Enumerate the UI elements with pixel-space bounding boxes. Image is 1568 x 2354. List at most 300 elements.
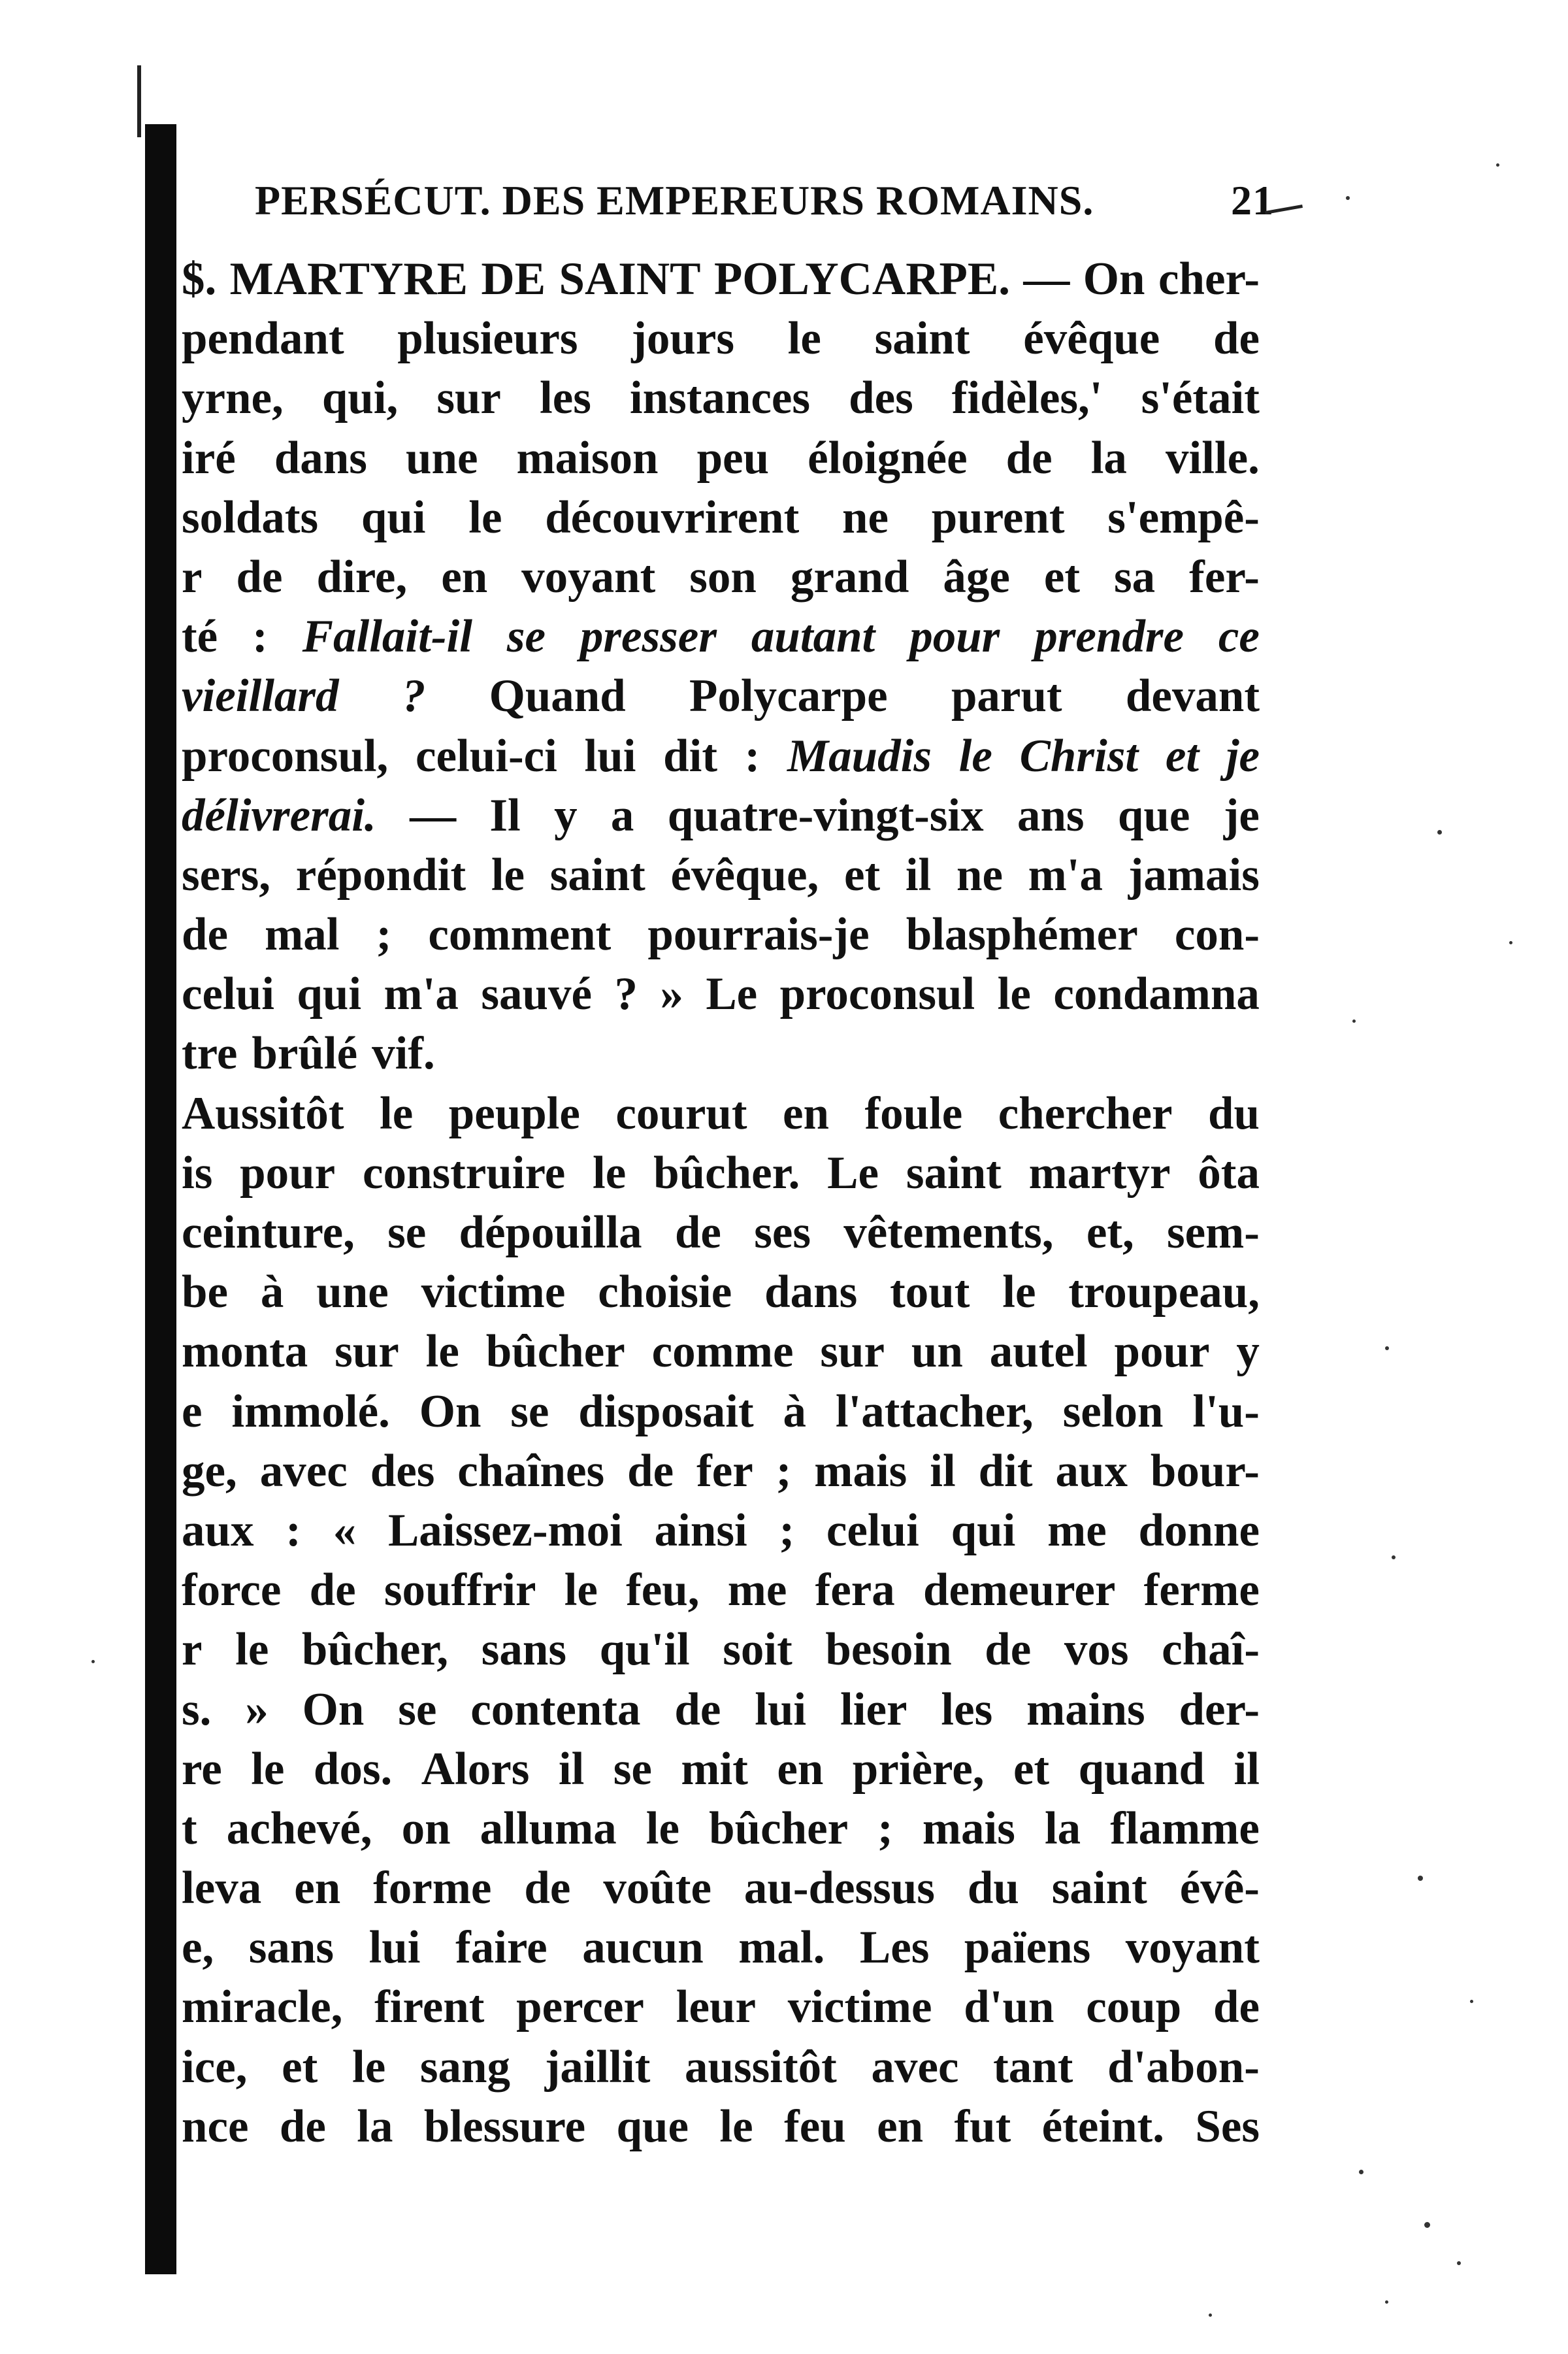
word: tout <box>890 1267 970 1318</box>
word: Christ <box>1019 730 1139 782</box>
ink-speck <box>1209 2313 1212 2317</box>
word: dit <box>663 730 717 782</box>
text-line-content <box>182 488 1260 548</box>
word: dit <box>978 1445 1033 1497</box>
text-line-content <box>182 667 1260 726</box>
word: re <box>182 1743 222 1795</box>
word: peu <box>696 432 770 484</box>
word: courut <box>615 1087 747 1139</box>
word: le <box>787 313 821 365</box>
word: e <box>182 1385 203 1437</box>
text-line <box>182 1203 1260 1263</box>
word: saint <box>874 313 970 365</box>
word: Fallait-il <box>302 611 472 663</box>
text-line <box>182 1799 1260 1859</box>
word: que <box>616 2100 689 2152</box>
word: percer <box>516 1981 644 2033</box>
word: r <box>182 1624 203 1676</box>
word: peuple <box>448 1087 580 1139</box>
word: son <box>689 551 757 603</box>
word: voûte <box>603 1863 711 1914</box>
ink-speck <box>1424 2222 1430 2228</box>
word: On <box>419 1385 482 1437</box>
text-line <box>182 1918 1260 1978</box>
word: alluma <box>480 1802 617 1854</box>
word: — <box>410 789 457 841</box>
word: chaî- <box>1162 1624 1260 1676</box>
running-title: PERSÉCUT. DES EMPEREURS ROMAINS. <box>255 177 1094 224</box>
word: fera <box>815 1565 895 1616</box>
text-line-content <box>182 607 1260 667</box>
word: sa <box>1114 551 1156 603</box>
word: leur <box>676 1981 756 2033</box>
word: de <box>1213 313 1260 365</box>
word: l'attacher, <box>835 1385 1034 1437</box>
word: dos. <box>313 1743 393 1795</box>
word: me <box>727 1565 787 1616</box>
text-line-content <box>182 1382 1260 1442</box>
word: con- <box>1174 909 1260 961</box>
text-line <box>182 1859 1260 1918</box>
word: ne <box>842 491 889 543</box>
word: » <box>660 969 683 1020</box>
word: parut <box>951 671 1062 722</box>
word: sans <box>248 1922 335 1974</box>
word: ge, <box>182 1445 237 1497</box>
word: qui <box>297 969 362 1020</box>
text-line <box>182 607 1260 667</box>
word: les <box>941 1683 993 1735</box>
word: fidèles,' <box>951 373 1103 424</box>
word: firent <box>374 1981 485 2033</box>
word: lui <box>584 730 636 782</box>
word: devant <box>1125 671 1260 722</box>
word: quand <box>1078 1743 1205 1795</box>
word: mit <box>681 1743 748 1795</box>
word: qui <box>361 491 426 543</box>
word: DE <box>481 254 546 305</box>
word: vêtements, <box>843 1207 1054 1258</box>
word: ; <box>779 1504 795 1556</box>
word: et <box>1165 730 1200 782</box>
word: éloignée <box>808 432 968 484</box>
word: on <box>401 1802 451 1854</box>
word: On <box>302 1683 365 1735</box>
word: la <box>1044 1802 1081 1854</box>
text-line <box>182 250 1260 309</box>
word: qui, <box>321 373 399 424</box>
word: chaînes <box>457 1445 605 1497</box>
word: le <box>251 1743 285 1795</box>
word: dépouilla <box>459 1207 642 1258</box>
word: s'empê- <box>1107 491 1260 543</box>
word: sur <box>436 373 501 424</box>
text-line <box>182 2038 1260 2097</box>
word: blessure <box>423 2100 586 2152</box>
word: cher- <box>1158 254 1260 305</box>
word: miracle, <box>182 1981 343 2033</box>
text-line-content <box>182 965 1260 1024</box>
word: Le <box>827 1147 879 1199</box>
word: SAINT <box>559 254 701 305</box>
text-line <box>182 488 1260 548</box>
word: Polycarpe <box>689 671 888 722</box>
word: feu <box>784 2100 846 2152</box>
word: dire, <box>316 551 408 603</box>
word: en <box>777 1743 824 1795</box>
word: « <box>333 1504 357 1556</box>
word: grand <box>790 551 909 603</box>
word: pour <box>240 1147 336 1199</box>
word: — <box>1023 254 1070 305</box>
word: comment <box>428 909 612 961</box>
word: be <box>182 1267 228 1318</box>
word: jours <box>631 313 734 365</box>
word: mal <box>265 909 340 961</box>
word: ceinture, <box>182 1207 355 1258</box>
text-line-content <box>182 1024 435 1084</box>
word: à <box>260 1267 284 1318</box>
text-line <box>182 786 1260 846</box>
word: comme <box>651 1326 794 1378</box>
word: ce <box>1218 611 1260 663</box>
word: se <box>398 1683 437 1735</box>
running-header <box>255 176 1274 229</box>
word: délivrerai. <box>182 789 376 841</box>
word: le <box>1002 1267 1036 1318</box>
word: le <box>380 1087 414 1139</box>
word: de <box>674 1207 721 1258</box>
word: sers, <box>182 849 271 901</box>
word: vos <box>1064 1624 1129 1676</box>
word: prendre <box>1034 611 1184 663</box>
word: celui <box>182 969 274 1020</box>
word: martyr <box>1028 1147 1171 1199</box>
word: se <box>510 1385 549 1437</box>
text-line-content <box>182 1442 1260 1501</box>
text-line <box>182 1978 1260 2037</box>
word: sauvé <box>481 969 592 1020</box>
word: le <box>719 2100 753 2152</box>
word: de <box>309 1565 356 1616</box>
word: de <box>985 1624 1032 1676</box>
word: à <box>783 1385 806 1437</box>
text-line <box>182 1322 1260 1382</box>
word: bûcher <box>485 1326 625 1378</box>
word: fer <box>696 1445 753 1497</box>
word: On <box>1083 254 1145 305</box>
text-line-content <box>182 846 1260 905</box>
word: un <box>911 1326 963 1378</box>
word: de <box>674 1683 721 1735</box>
word: m'a <box>1028 849 1103 901</box>
word: païens <box>964 1922 1091 1974</box>
word: du <box>967 1863 1019 1914</box>
word: des <box>370 1445 435 1497</box>
word: celui-ci <box>415 730 557 782</box>
word: celui <box>826 1504 919 1556</box>
word: vieillard <box>182 671 339 722</box>
text-line-content <box>182 1203 1260 1263</box>
word: de <box>1213 1981 1260 2033</box>
word: il <box>558 1743 585 1795</box>
word: du <box>1208 1087 1260 1139</box>
word: fer- <box>1189 551 1260 603</box>
word: ? <box>402 671 426 722</box>
text-line <box>182 1501 1260 1561</box>
word: forme <box>373 1863 492 1914</box>
word: ne <box>956 849 1003 901</box>
body-text <box>182 250 1260 2157</box>
word: et, <box>1086 1207 1134 1258</box>
word: tre <box>182 1028 238 1080</box>
word: autel <box>989 1326 1088 1378</box>
word: demeurer <box>923 1565 1116 1616</box>
word: le <box>958 730 992 782</box>
ink-speck <box>1496 163 1499 167</box>
text-line <box>182 429 1260 488</box>
text-line-content <box>182 429 1260 488</box>
word: bûcher, <box>301 1624 449 1676</box>
word: de <box>524 1863 571 1914</box>
text-line <box>182 369 1260 428</box>
word: a <box>610 789 634 841</box>
word: jaillit <box>544 2041 651 2093</box>
ink-speck <box>1418 1876 1423 1881</box>
word: lui <box>755 1683 807 1735</box>
word: et <box>282 2041 318 2093</box>
word: foule <box>864 1087 963 1139</box>
word: dans <box>764 1267 858 1318</box>
word: et <box>843 849 881 901</box>
word: Aussitôt <box>182 1087 344 1139</box>
word: pour <box>1114 1326 1210 1378</box>
text-line-content <box>182 1322 1260 1382</box>
word: aux <box>182 1504 254 1556</box>
text-line <box>182 1680 1260 1740</box>
word: disposait <box>578 1385 754 1437</box>
word: s'était <box>1141 373 1260 424</box>
text-line <box>182 1620 1260 1680</box>
word: presser <box>580 611 717 663</box>
word: ôta <box>1198 1147 1260 1199</box>
text-line-content <box>182 1978 1260 2037</box>
text-line <box>182 2097 1260 2157</box>
word: le <box>564 1565 598 1616</box>
ink-speck <box>1437 830 1442 835</box>
word: sur <box>335 1326 399 1378</box>
ink-speck <box>1457 2261 1461 2265</box>
word: soit <box>723 1624 792 1676</box>
word: ice, <box>182 2041 248 2093</box>
word: POLYCARPE. <box>713 254 1010 305</box>
word: donne <box>1138 1504 1260 1556</box>
word: évêque <box>1023 313 1160 365</box>
word: âge <box>943 551 1010 603</box>
word: aux <box>1055 1445 1128 1497</box>
word: Alors <box>421 1743 530 1795</box>
word: avec <box>259 1445 348 1497</box>
binding-mark <box>137 65 141 137</box>
word: soldats <box>182 491 319 543</box>
word: se <box>613 1743 652 1795</box>
word: plusieurs <box>397 313 578 365</box>
word: répondit <box>295 849 466 901</box>
word: ; <box>877 1802 893 1854</box>
text-line-content <box>182 250 1260 309</box>
word: ses <box>754 1207 811 1258</box>
word: ferme <box>1143 1565 1260 1616</box>
word: immolé. <box>231 1385 390 1437</box>
word: je <box>1226 730 1260 782</box>
word: contenta <box>470 1683 641 1735</box>
word: victime <box>787 1981 932 2033</box>
text-line-content <box>182 2038 1260 2097</box>
word: selon <box>1062 1385 1164 1437</box>
text-line <box>182 1442 1260 1501</box>
word: y <box>554 789 578 841</box>
text-line-content <box>182 1799 1260 1859</box>
word: Laissez-moi <box>387 1504 623 1556</box>
text-line <box>182 1740 1260 1799</box>
word: nce <box>182 2100 249 2152</box>
word: de <box>279 2100 326 2152</box>
word: proconsul <box>779 969 975 1020</box>
text-line-content <box>182 548 1260 607</box>
word: jamais <box>1128 849 1260 901</box>
text-line <box>182 548 1260 607</box>
word: en <box>782 1087 829 1139</box>
word: Il <box>489 789 521 841</box>
word: ainsi <box>654 1504 747 1556</box>
word: sans <box>481 1624 566 1676</box>
word: e, <box>182 1922 214 1974</box>
word: bûcher. <box>653 1147 800 1199</box>
page-number: 21 <box>1231 177 1274 224</box>
ink-speck <box>1470 2000 1473 2003</box>
word: vif. <box>372 1028 435 1080</box>
page-gutter-shadow <box>145 124 176 2274</box>
word: la <box>357 2100 393 2152</box>
text-line-content <box>182 1263 1260 1322</box>
word: condamna <box>1053 969 1260 1020</box>
word: l'u- <box>1192 1385 1260 1437</box>
word: aussitôt <box>685 2041 837 2093</box>
text-line <box>182 1382 1260 1442</box>
word: voyant <box>521 551 656 603</box>
word: une <box>405 432 478 484</box>
word: r <box>182 551 203 603</box>
word: monta <box>182 1326 308 1378</box>
word: Quand <box>489 671 626 722</box>
word: évêque, <box>670 849 819 901</box>
word: » <box>245 1683 269 1735</box>
word: le <box>352 2041 386 2093</box>
word: et <box>1043 551 1081 603</box>
ink-speck <box>1385 2300 1388 2304</box>
word: en <box>441 551 488 603</box>
word: troupeau, <box>1068 1267 1260 1318</box>
text-line <box>182 667 1260 726</box>
text-line <box>182 727 1260 786</box>
text-line-content <box>182 309 1260 369</box>
word: sem- <box>1166 1207 1260 1258</box>
word: lier <box>840 1683 907 1735</box>
word: saint <box>1051 1863 1147 1914</box>
text-line-content <box>182 2097 1260 2157</box>
text-line <box>182 965 1260 1024</box>
word: blasphémer <box>906 909 1138 961</box>
word: construire <box>362 1147 566 1199</box>
word: le <box>491 849 525 901</box>
word: saint <box>906 1147 1002 1199</box>
word: voyant <box>1125 1922 1260 1974</box>
word: flamme <box>1110 1802 1260 1854</box>
word: d'abon- <box>1107 2041 1260 2093</box>
word: de <box>182 909 228 961</box>
word: maison <box>516 432 659 484</box>
text-line <box>182 309 1260 369</box>
word: la <box>1090 432 1127 484</box>
word: force <box>182 1565 282 1616</box>
word: besoin <box>825 1624 952 1676</box>
word: sang <box>419 2041 511 2093</box>
ink-speck <box>1359 2170 1364 2174</box>
word: MARTYRE <box>229 254 468 305</box>
word: éteint. <box>1041 2100 1164 2152</box>
word: : <box>744 730 760 782</box>
word: pendant <box>182 313 344 365</box>
text-line <box>182 1084 1260 1144</box>
word: qu'il <box>599 1624 690 1676</box>
word: se <box>387 1207 427 1258</box>
word: : <box>286 1504 301 1556</box>
ink-speck <box>1346 196 1350 200</box>
word: qui <box>951 1504 1016 1556</box>
word: coup <box>1086 1981 1182 2033</box>
word: de <box>1005 432 1053 484</box>
word: il <box>905 849 932 901</box>
text-line-content <box>182 1561 1260 1620</box>
word: au-dessus <box>743 1863 935 1914</box>
text-line-content <box>182 369 1260 428</box>
word: prière, <box>852 1743 985 1795</box>
text-line-content <box>182 727 1260 786</box>
word: les <box>540 373 591 424</box>
word: saint <box>549 849 645 901</box>
word: t <box>182 1802 197 1854</box>
ink-speck <box>91 1660 95 1663</box>
text-line-content <box>182 1501 1260 1561</box>
word: iré <box>182 432 236 484</box>
text-line-content <box>182 1680 1260 1740</box>
word: se <box>506 611 546 663</box>
text-line-content <box>182 1620 1260 1680</box>
text-line-content <box>182 1859 1260 1918</box>
word: mais <box>922 1802 1015 1854</box>
word: s. <box>182 1683 212 1735</box>
word: fut <box>954 2100 1011 2152</box>
word: chercher <box>998 1087 1173 1139</box>
text-line <box>182 905 1260 965</box>
word: mal. <box>738 1922 825 1974</box>
word: pour <box>909 611 1000 663</box>
word: dans <box>274 432 367 484</box>
word: ; <box>376 909 392 961</box>
word: il <box>930 1445 956 1497</box>
word: ; <box>776 1445 792 1497</box>
word: achevé, <box>226 1802 372 1854</box>
